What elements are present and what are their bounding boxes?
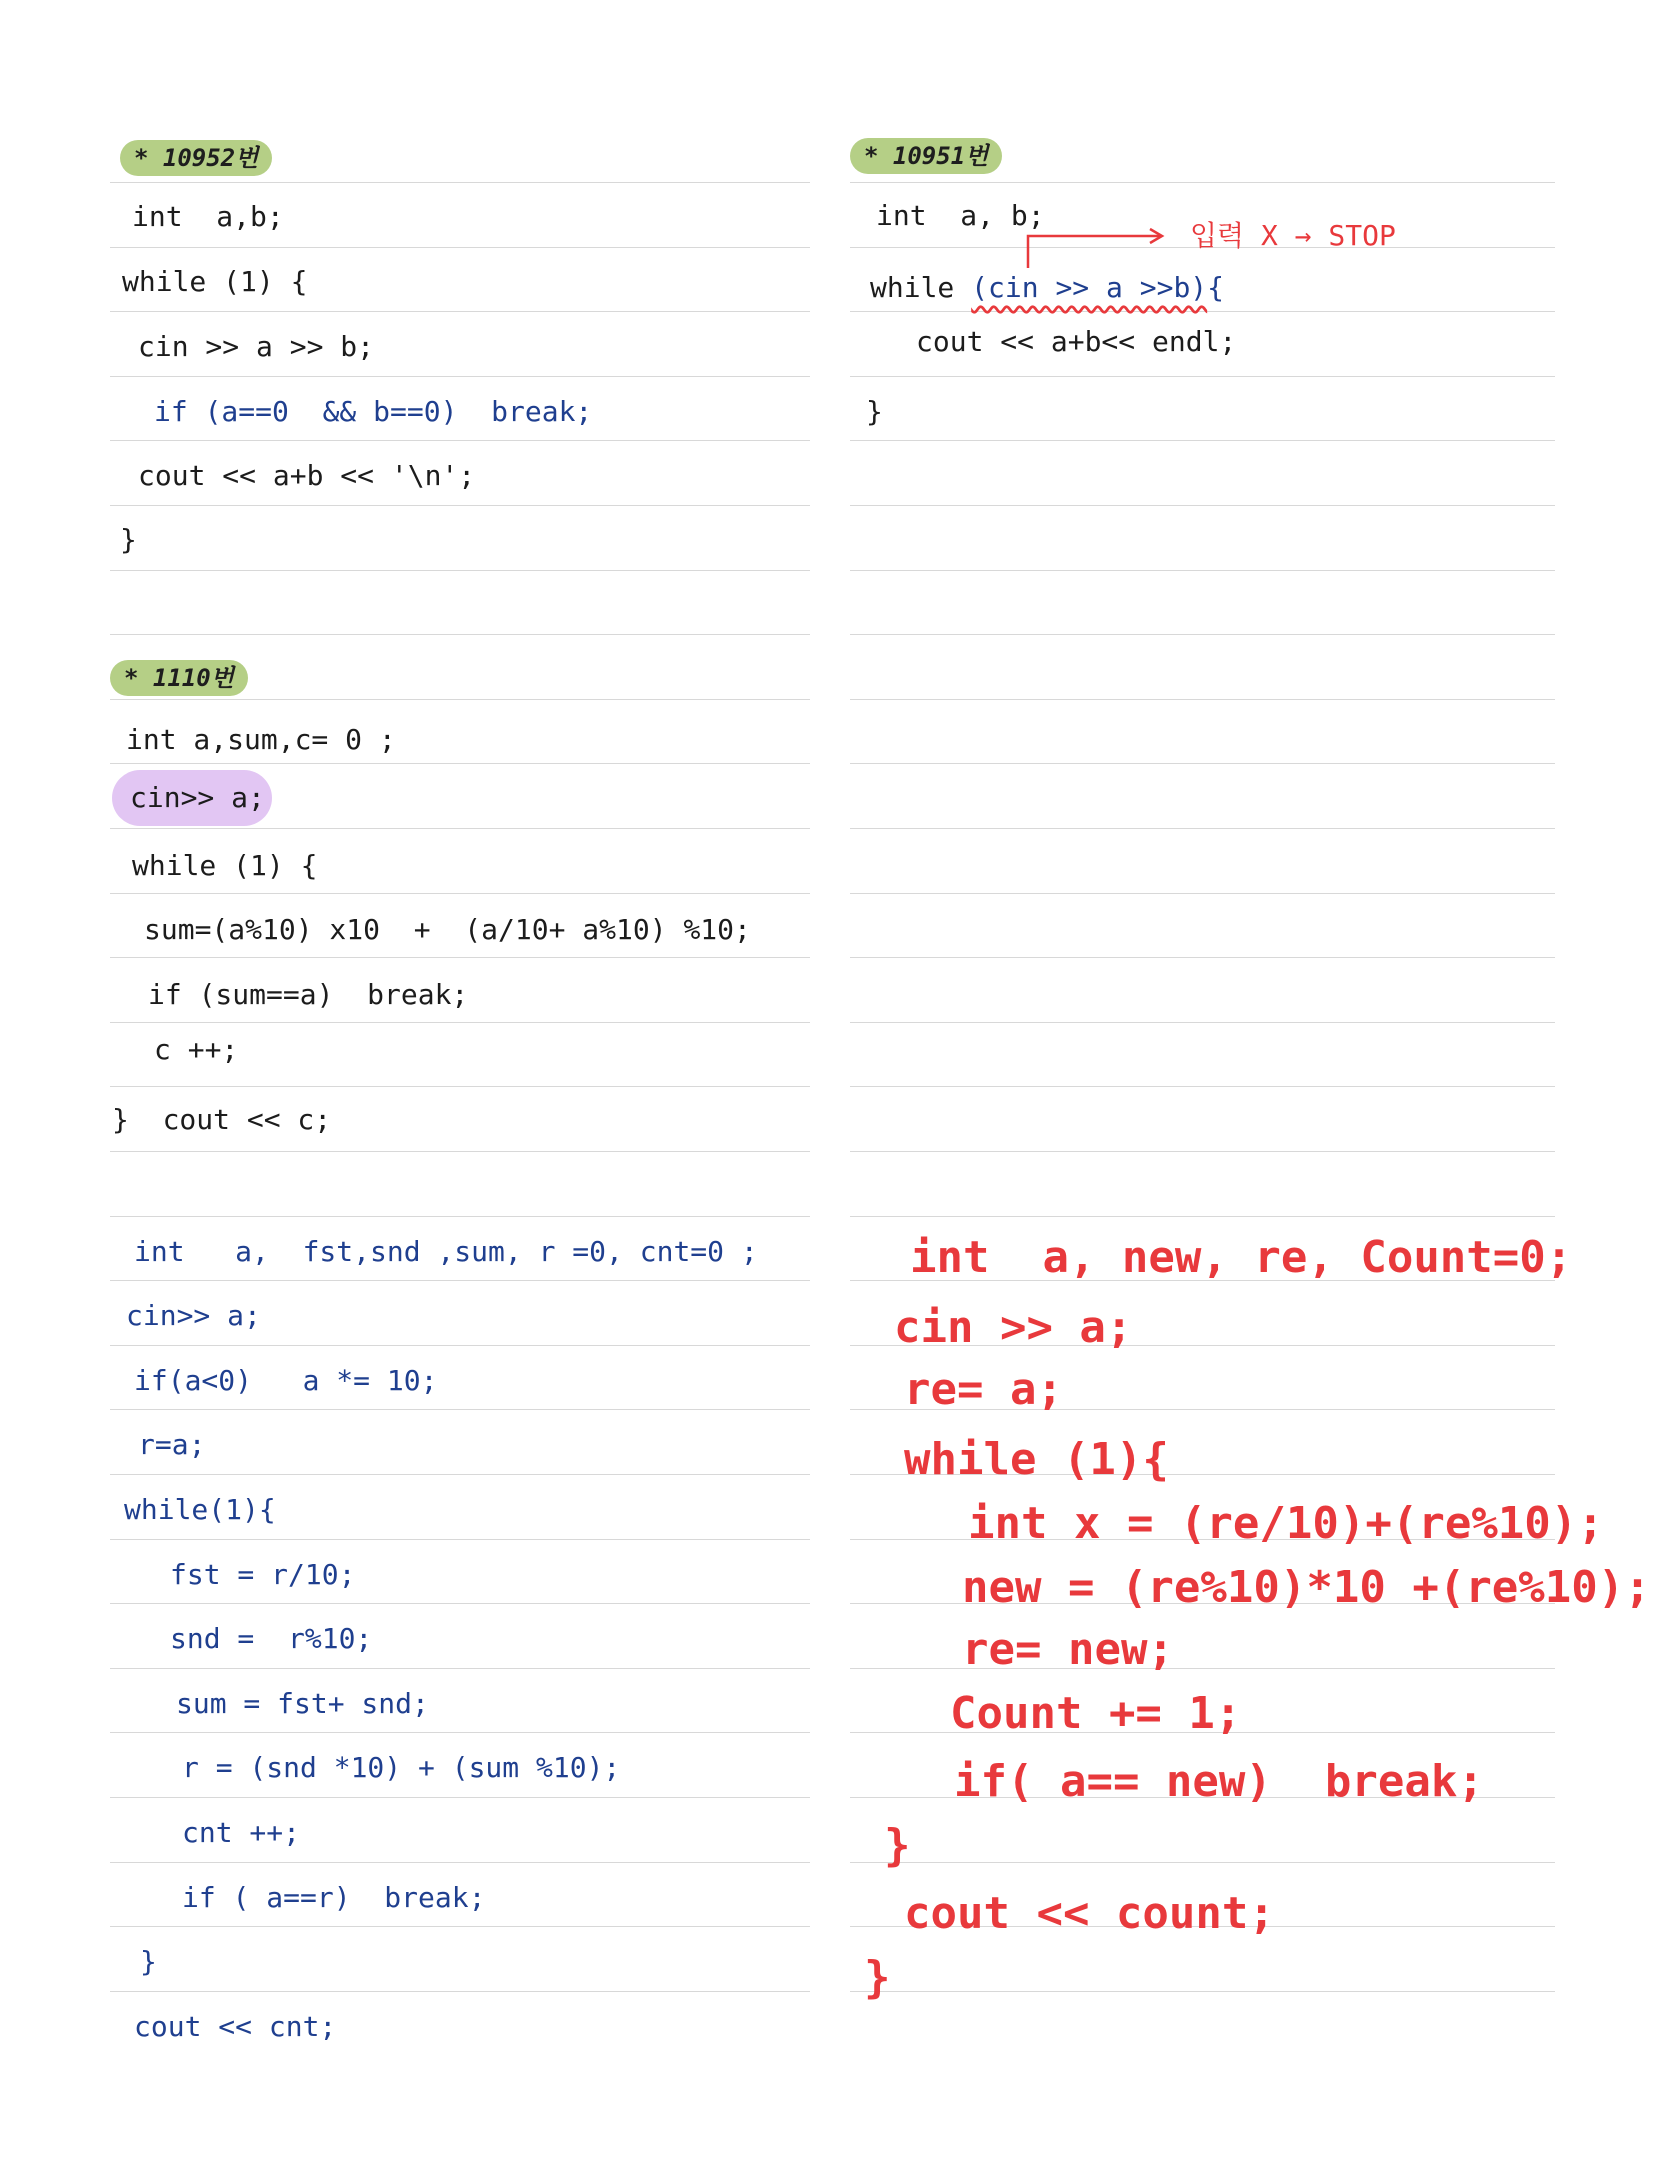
ruled-line [850, 763, 1555, 764]
ruled-line [850, 1151, 1555, 1152]
ruled-line [110, 634, 810, 635]
ruled-line [110, 828, 810, 829]
problem-tag-1110: * 1110번 [110, 660, 248, 696]
ruled-line [850, 893, 1555, 894]
code-line: } [884, 1820, 911, 1871]
code-line: cin >> a; [894, 1302, 1133, 1353]
arrow-annotation [1020, 222, 1180, 272]
ruled-line [850, 311, 1555, 312]
problem-tag-10951: * 10951번 [850, 138, 1002, 174]
ruled-line [110, 440, 810, 441]
ruled-line [110, 1926, 810, 1927]
code-line: cout << count; [904, 1888, 1275, 1939]
ruled-line [110, 505, 810, 506]
while-line [870, 268, 1224, 308]
code-line: if ( a==r) break; [182, 1881, 486, 1914]
ruled-line [110, 1409, 810, 1410]
code-line: int a, fst,snd ,sum, r =0, cnt=0 ; [134, 1235, 758, 1268]
ruled-line [110, 1216, 810, 1217]
ruled-line [110, 1474, 810, 1475]
ruled-line [110, 1280, 810, 1281]
code-line: re= a; [904, 1364, 1063, 1415]
ruled-line [110, 1345, 810, 1346]
ruled-line [110, 1668, 810, 1669]
code-line: } [120, 523, 137, 556]
code-line: Count += 1; [950, 1688, 1242, 1739]
ruled-line [850, 1991, 1555, 1992]
ruled-line [850, 440, 1555, 441]
ruled-line [850, 505, 1555, 506]
ruled-line [850, 376, 1555, 377]
problem-tag-10952: * 10952번 [120, 140, 272, 176]
code-line: while (1) { [122, 265, 308, 298]
code-line: cout << a+b<< endl; [916, 325, 1237, 358]
code-line: new = (re%10)*10 +(re%10); [962, 1562, 1651, 1613]
ruled-line [110, 1603, 810, 1604]
code-line: r = (snd *10) + (sum %10); [182, 1751, 621, 1784]
ruled-line [850, 1216, 1555, 1217]
code-line: } [864, 1952, 891, 2003]
ruled-line [850, 699, 1555, 700]
code-line: while(1){ [124, 1493, 276, 1526]
code-line: } cout << c; [112, 1103, 332, 1136]
code-line: cnt ++; [182, 1816, 301, 1849]
ruled-line [110, 763, 810, 764]
code-line: cout << a+b << '\n'; [138, 459, 476, 492]
ruled-line [850, 1086, 1555, 1087]
ruled-line [850, 1668, 1555, 1669]
ruled-line [850, 182, 1555, 183]
ruled-line [110, 1991, 810, 1992]
code-line: re= new; [962, 1624, 1174, 1675]
ruled-line [110, 1086, 810, 1087]
code-line: } [866, 395, 883, 428]
ruled-line [850, 957, 1555, 958]
code-line: if (a==0 && b==0) break; [154, 395, 593, 428]
code-line: cin>> a; [130, 781, 265, 814]
while-brace: { [1207, 271, 1225, 304]
ruled-line [850, 1862, 1555, 1863]
ruled-line [110, 311, 810, 312]
code-line: int a,sum,c= 0 ; [126, 723, 396, 756]
code-line: sum=(a%10) x10 + (a/10+ a%10) %10; [144, 913, 751, 946]
code-line: int a,b; [132, 200, 284, 233]
ruled-line [850, 1022, 1555, 1023]
ruled-line [110, 182, 810, 183]
code-line: if(a<0) a *= 10; [134, 1364, 438, 1397]
code-line: if (sum==a) break; [148, 978, 469, 1011]
ruled-line [110, 376, 810, 377]
ruled-line [110, 957, 810, 958]
ruled-line [110, 570, 810, 571]
code-line: while (1) { [132, 849, 318, 882]
left-column [110, 0, 810, 2157]
code-line: r=a; [138, 1428, 206, 1461]
code-line: fst = r/10; [170, 1558, 356, 1591]
stop-note: 입력 X → STOP [1190, 219, 1396, 252]
code-line: cin>> a; [126, 1299, 261, 1332]
code-line: snd = r%10; [170, 1622, 373, 1655]
ruled-line [850, 828, 1555, 829]
code-line: int a, new, re, Count=0; [910, 1232, 1573, 1283]
code-line: if( a== new) break; [954, 1756, 1484, 1807]
right-column [850, 0, 1651, 2157]
ruled-line [850, 634, 1555, 635]
code-line: c ++; [154, 1033, 239, 1066]
code-line: int x = (re/10)+(re%10); [968, 1498, 1604, 1549]
while-condition: (cin >> a >>b) [971, 271, 1208, 304]
ruled-line [110, 893, 810, 894]
ruled-line [110, 699, 810, 700]
ruled-line [110, 1797, 810, 1798]
ruled-line [850, 570, 1555, 571]
while-keyword: while [870, 271, 972, 304]
ruled-line [110, 1862, 810, 1863]
ruled-line [110, 1151, 810, 1152]
ruled-line [110, 1539, 810, 1540]
code-line: } [140, 1945, 157, 1978]
code-line: sum = fst+ snd; [176, 1687, 429, 1720]
code-line: cin >> a >> b; [138, 330, 375, 363]
code-line: cout << cnt; [134, 2010, 337, 2043]
ruled-line [110, 1732, 810, 1733]
ruled-line [110, 247, 810, 248]
code-line: int a, b; [876, 199, 1045, 232]
ruled-line [110, 1022, 810, 1023]
code-line: while (1){ [904, 1434, 1169, 1485]
